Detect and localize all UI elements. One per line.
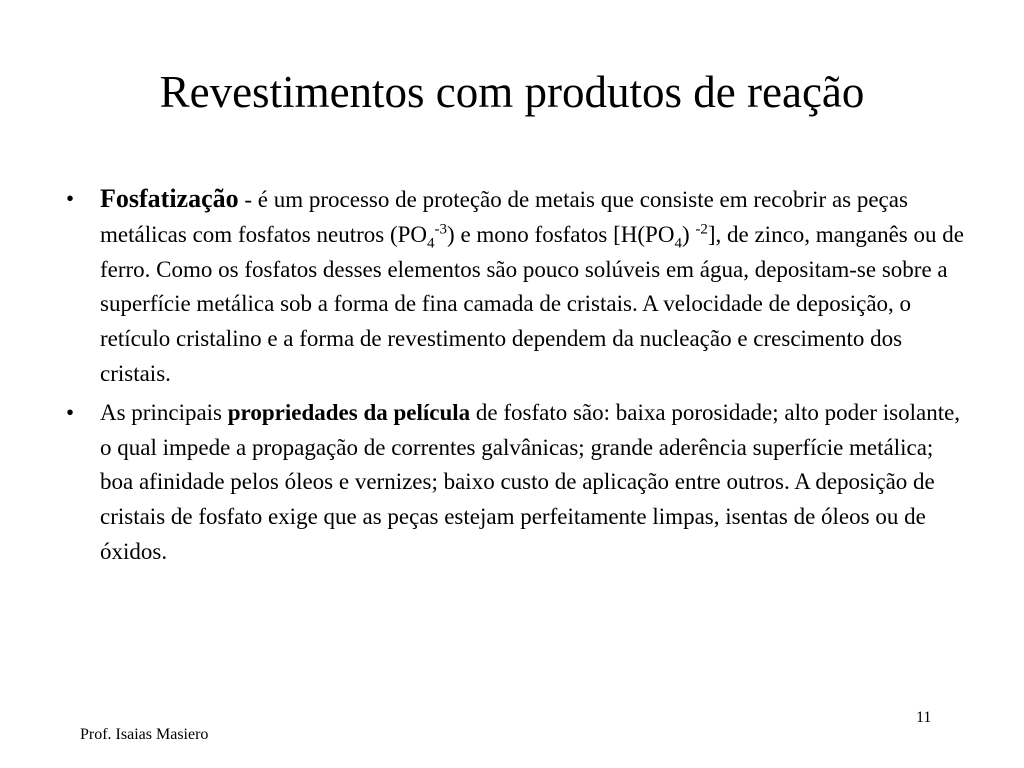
- bullet-text: As principais: [100, 399, 228, 425]
- term-dash: -: [238, 187, 258, 212]
- subscript: 4: [427, 235, 435, 252]
- bullet-text: de fosfato são: baixa porosidade; alto poder isolante, o qual impede a propagação de correntes galvânicas; grande aderência superfície metálica; boa afinidade pelos óleos e vernizes; baixo custo de aplicação entre outros. A deposição de cristais de fosfato exige que as peças estejam perfeitamente limpas, isentas de óleos ou de óxidos.: [100, 399, 961, 564]
- term-propriedades: propriedades da película: [227, 399, 471, 425]
- footer-author: Prof. Isaias Masiero: [80, 726, 209, 743]
- bullet-text: ): [681, 221, 696, 247]
- subscript: 4: [674, 235, 682, 252]
- bullet-text: ], de zinco, manganês ou de ferro. Como os fosfatos desses elementos são pouco solúveis em água, depositam-se sobre a superfície metálica sob a forma de fina camada de cristais. A velocidade de deposição, o retículo cristalino e a forma de revestimento dependem da nucleação e crescimento dos cristais.: [100, 221, 964, 386]
- bullet-list: [66, 182, 971, 574]
- superscript: -3: [434, 221, 448, 238]
- bullet-item-fosfatizacao: [66, 182, 971, 392]
- slide-title: Revestimentos com produtos de reação: [159, 67, 865, 117]
- page-number: 11: [916, 709, 932, 726]
- bullet-text: é um processo de proteção de metais que consiste em recobrir as peças metálicas com fosfatos neutros (PO: [100, 187, 908, 247]
- bullet-marker: •: [66, 399, 75, 425]
- bullet-item-propriedades: [66, 396, 971, 570]
- bullet-marker: •: [66, 186, 75, 211]
- term-fosfatizacao: Fosfatização: [100, 184, 239, 213]
- bullet-text: ) e mono fosfatos [H(PO: [447, 221, 675, 247]
- superscript: -2: [695, 221, 708, 238]
